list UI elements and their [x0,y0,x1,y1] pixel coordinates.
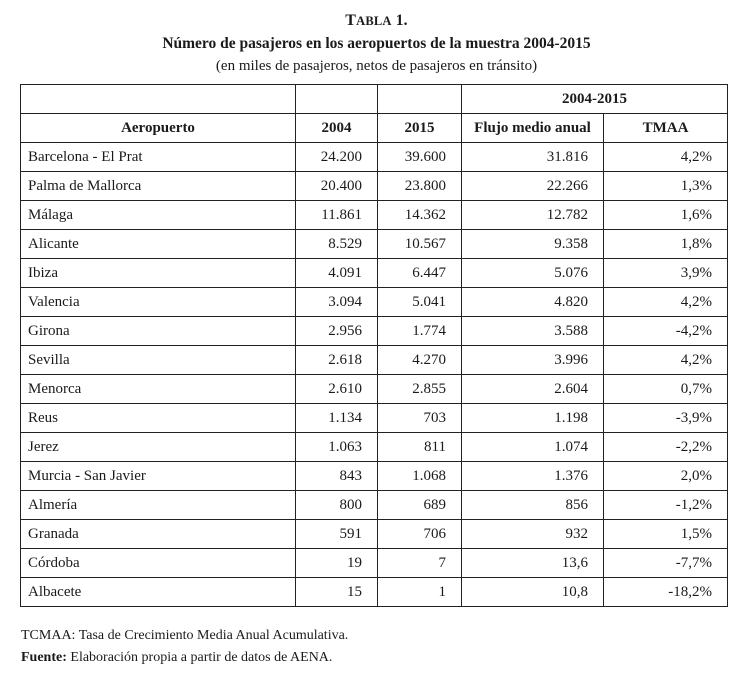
average-flow-cell: 13,6 [462,549,604,578]
passengers-2004-cell: 3.094 [296,288,378,317]
passengers-2004-cell: 2.618 [296,346,378,375]
passengers-2004-cell: 591 [296,520,378,549]
passengers-2004-cell: 8.529 [296,230,378,259]
airport-name-cell: Granada [21,520,296,549]
passengers-2015-cell: 6.447 [378,259,462,288]
tmaa-cell: 3,9% [604,259,728,288]
passengers-2004-cell: 1.134 [296,404,378,433]
airport-name-cell: Girona [21,317,296,346]
table-label [0,11,753,31]
table-label-initial: T [345,12,357,29]
passengers-2015-cell: 811 [378,433,462,462]
table-row [21,346,728,375]
empty-header-cell [378,85,462,114]
passengers-2004-cell: 1.063 [296,433,378,462]
tmaa-cell: -18,2% [604,578,728,607]
passengers-2015-cell: 703 [378,404,462,433]
table-label-rest: ABLA [356,14,392,28]
average-flow-cell: 856 [462,491,604,520]
airport-name-cell: Barcelona - El Prat [21,143,296,172]
column-header-row [21,114,728,143]
passengers-2004-cell: 4.091 [296,259,378,288]
passengers-2015-cell: 39.600 [378,143,462,172]
average-flow-cell: 3.588 [462,317,604,346]
average-flow-cell: 22.266 [462,172,604,201]
group-header-row [21,85,728,114]
tmaa-cell: 2,0% [604,462,728,491]
table-row [21,433,728,462]
average-flow-cell: 4.820 [462,288,604,317]
passengers-2015-cell: 7 [378,549,462,578]
column-header-2004: 2004 [296,114,378,143]
tmaa-cell: -1,2% [604,491,728,520]
airport-name-cell: Palma de Mallorca [21,172,296,201]
tmaa-cell: 4,2% [604,346,728,375]
passengers-2015-cell: 1 [378,578,462,607]
passengers-2004-cell: 11.861 [296,201,378,230]
source-label: Fuente: [21,650,67,665]
airport-name-cell: Reus [21,404,296,433]
passengers-2004-cell: 19 [296,549,378,578]
tmaa-cell: 1,6% [604,201,728,230]
passengers-2015-cell: 23.800 [378,172,462,201]
passengers-2015-cell: 1.068 [378,462,462,491]
airport-name-cell: Menorca [21,375,296,404]
passengers-2004-cell: 843 [296,462,378,491]
average-flow-cell: 9.358 [462,230,604,259]
empty-header-cell [21,85,296,114]
passengers-2015-cell: 10.567 [378,230,462,259]
tmaa-cell: 1,5% [604,520,728,549]
passengers-2004-cell: 2.610 [296,375,378,404]
airport-name-cell: Sevilla [21,346,296,375]
airport-name-cell: Almería [21,491,296,520]
passengers-2004-cell: 800 [296,491,378,520]
column-header-2015: 2015 [378,114,462,143]
column-header-airport: Aeropuerto [21,114,296,143]
period-group-header: 2004-2015 [462,85,728,114]
passengers-2015-cell: 1.774 [378,317,462,346]
tmaa-cell: 0,7% [604,375,728,404]
table-row [21,317,728,346]
table-row [21,172,728,201]
passengers-2015-cell: 706 [378,520,462,549]
average-flow-cell: 1.376 [462,462,604,491]
table-row [21,143,728,172]
table-row [21,375,728,404]
tmaa-cell: -3,9% [604,404,728,433]
average-flow-cell: 932 [462,520,604,549]
tmaa-cell: 1,8% [604,230,728,259]
airport-name-cell: Málaga [21,201,296,230]
table-label-number: 1. [395,12,408,29]
table-row [21,462,728,491]
column-header-average-flow: Flujo medio anual [462,114,604,143]
average-flow-cell: 1.198 [462,404,604,433]
passengers-2004-cell: 2.956 [296,317,378,346]
average-flow-cell: 10,8 [462,578,604,607]
average-flow-cell: 5.076 [462,259,604,288]
passengers-2015-cell: 4.270 [378,346,462,375]
average-flow-cell: 12.782 [462,201,604,230]
average-flow-cell: 3.996 [462,346,604,375]
table-body [21,143,728,607]
tmaa-cell: 4,2% [604,143,728,172]
table-row [21,578,728,607]
abbreviation-note: TCMAA: Tasa de Crecimiento Media Anual Acumulativa. [21,628,349,643]
table-row [21,201,728,230]
passengers-2015-cell: 5.041 [378,288,462,317]
column-header-tmaa: TMAA [604,114,728,143]
passengers-2015-cell: 689 [378,491,462,520]
tmaa-cell: -4,2% [604,317,728,346]
source-text: Elaboración propia a partir de datos de AENA. [66,650,333,665]
airport-name-cell: Jerez [21,433,296,462]
table-row [21,549,728,578]
airport-name-cell: Valencia [21,288,296,317]
passengers-2015-cell: 14.362 [378,201,462,230]
table-row [21,259,728,288]
table-row [21,404,728,433]
airport-name-cell: Alicante [21,230,296,259]
passengers-table [20,84,728,607]
passengers-2015-cell: 2.855 [378,375,462,404]
passengers-2004-cell: 15 [296,578,378,607]
airport-name-cell: Ibiza [21,259,296,288]
empty-header-cell [296,85,378,114]
source-note [21,649,332,667]
passengers-2004-cell: 24.200 [296,143,378,172]
average-flow-cell: 31.816 [462,143,604,172]
tmaa-cell: 4,2% [604,288,728,317]
airport-name-cell: Murcia - San Javier [21,462,296,491]
table-row [21,230,728,259]
airport-name-cell: Albacete [21,578,296,607]
table-row [21,520,728,549]
average-flow-cell: 2.604 [462,375,604,404]
tmaa-cell: -7,7% [604,549,728,578]
average-flow-cell: 1.074 [462,433,604,462]
table-subtitle: (en miles de pasajeros, netos de pasajeros en tránsito) [215,58,538,74]
tmaa-cell: -2,2% [604,433,728,462]
table-row [21,288,728,317]
passengers-2004-cell: 20.400 [296,172,378,201]
table-title: Número de pasajeros en los aeropuertos de la muestra 2004-2015 [162,35,591,52]
table-row [21,491,728,520]
airport-name-cell: Córdoba [21,549,296,578]
tmaa-cell: 1,3% [604,172,728,201]
